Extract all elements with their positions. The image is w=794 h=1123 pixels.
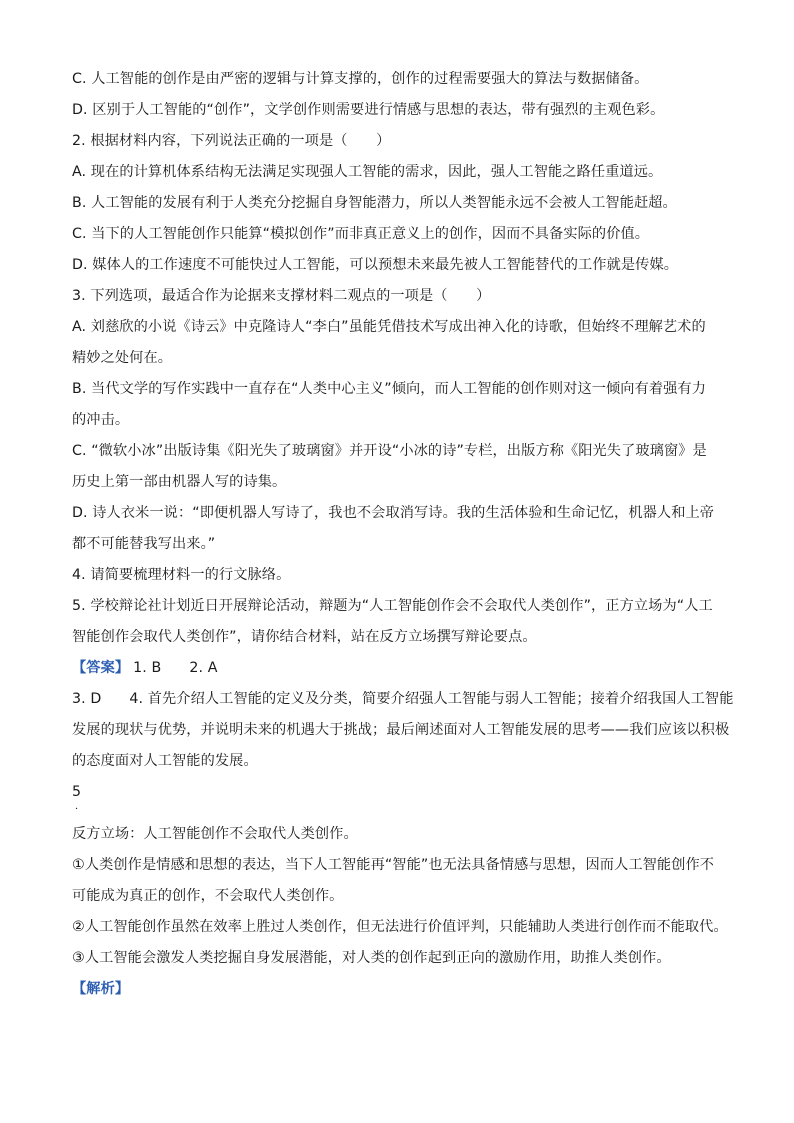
answer-1: 1. B [133, 660, 162, 676]
question-2-option-c: C. 当下的人工智能创作只能算“模拟创作”而非真正意义上的创作，因而不具备实际的价值。 [72, 226, 650, 242]
answer-5-point-2: ②人工智能创作虽然在效率上胜过人类创作，但无法进行价值评判，只能辅助人类进行创作而不能取代。 [72, 919, 728, 935]
analysis-header-line [72, 974, 722, 1005]
question-1-option-c: C. 人工智能的创作是由严密的逻辑与计算支撑的，创作的过程需要强大的算法与数据储备。 [72, 71, 649, 87]
answer-5-number [72, 777, 722, 819]
answer-header-line [72, 653, 722, 684]
question-3-option-d-line-1: D. 诗人衣米一说：“即便机器人写诗了，我也不会取消写诗。我的生活体验和生命记忆，机器人和上帝 [72, 505, 715, 521]
question-2-option-d: D. 媒体人的工作速度不可能快过人工智能，可以预想未来最先被人工智能替代的工作就是传媒。 [72, 257, 679, 273]
answer-5-point-1-line-2: 可能成为真正的创作，不会取代人类创作。 [72, 888, 344, 904]
question-2-option-a: A. 现在的计算机体系结构无法满足实现强人工智能的需求，因此，强人工智能之路任重道远。 [72, 164, 663, 180]
answer-3: 3. D [72, 691, 102, 707]
answer-5-point-1-line-1: ①人类创作是情感和思想的表达，当下人工智能再“智能”也无法具备情感与思想，因而人工智能创作不 [72, 857, 715, 873]
answer-4-line-3: 的态度面对人工智能的发展。 [72, 753, 258, 769]
question-3-option-b-line-1: B. 当代文学的写作实践中一直存在“人类中心主义”倾向，而人工智能的创作则对这一倾向有着强有力 [72, 381, 707, 397]
question-4-stem: 4. 请简要梳理材料一的行文脉络。 [72, 567, 291, 583]
answer-5-dot: ． [75, 801, 85, 812]
question-5-stem-line-1: 5. 学校辩论社计划近日开展辩论活动，辩题为“人工智能创作会不会取代人类创作”，正方立场为“人工 [72, 598, 713, 614]
answer-tag: 【答案】 [72, 660, 130, 676]
question-3-option-d-line-2: 都不可能替我写出来。” [72, 536, 216, 552]
question-3-option-a-line-1: A. 刘慈欣的小说《诗云》中克隆诗人“李白”虽能凭借技术写成出神入化的诗歌，但始终不理解艺术的 [72, 319, 706, 335]
question-2-stem: 2. 根据材料内容，下列说法正确的一项是（ ） [72, 133, 391, 149]
question-3-option-c-line-2: 历史上第一部由机器人写的诗集。 [72, 474, 287, 490]
question-2-option-b: B. 人工智能的发展有利于人类充分挖掘自身智能潜力，所以人类智能永远不会被人工智能赶超。 [72, 195, 677, 211]
question-3-option-c-line-1: C. “微软小冰”出版诗集《阳光失了玻璃窗》并开设“小冰的诗”专栏，出版方称《阳光失了玻璃窗》是 [72, 443, 707, 459]
analysis-tag: 【解析】 [72, 981, 130, 997]
answer-5-point-3: ③人工智能会激发人类挖掘自身发展潜能，对人类的创作起到正向的激励作用，助推人类创作。 [72, 950, 671, 966]
answer-5-digit: 5 [72, 784, 82, 800]
answer-3-4-line [72, 684, 734, 715]
document-page [72, 64, 734, 1005]
question-1-option-d: D. 区别于人工智能的“创作”，文学创作则需要进行情感与思想的表达，带有强烈的主观色彩。 [72, 102, 665, 118]
question-3-option-a-line-2: 精妙之处何在。 [72, 350, 173, 366]
answer-2: 2. A [189, 660, 218, 676]
answer-4-line-1: 4. 首先介绍人工智能的定义及分类，简要介绍强人工智能与弱人工智能；接着介绍我国人工智能 [129, 691, 734, 707]
question-3-stem: 3. 下列选项，最适合作为论据来支撑材料二观点的一项是（ ） [72, 288, 491, 304]
answer-4-line-2: 发展的现状与优势，并说明未来的机遇大于挑战；最后阐述面对人工智能发展的思考——我们应该以积极 [72, 722, 730, 738]
answer-5-stance: 反方立场：人工智能创作不会取代人类创作。 [72, 826, 358, 842]
question-3-option-b-line-2: 的冲击。 [72, 412, 130, 428]
question-5-stem-line-2: 智能创作会取代人类创作”，请你结合材料，站在反方立场撰写辩论要点。 [72, 629, 537, 645]
